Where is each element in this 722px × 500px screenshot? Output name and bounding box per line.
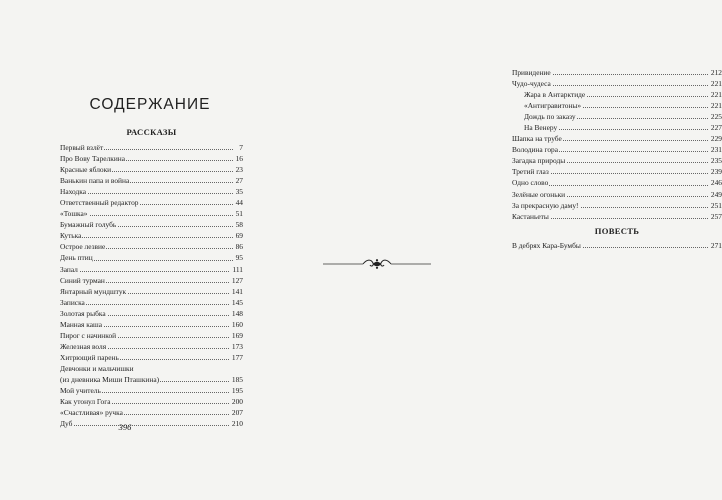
toc-entry-title: Мой учитель: [60, 386, 101, 396]
toc-entry-title: За прекрасную даму!: [512, 200, 579, 210]
toc-entry[interactable]: [60, 219, 243, 230]
toc-entry-title: Железная воля: [60, 341, 107, 351]
toc-entry-page: 239: [710, 167, 722, 177]
toc-entry-page: 58: [235, 220, 243, 230]
toc-entry-title: Чудо-чудеса: [512, 79, 551, 89]
toc-entry[interactable]: [60, 252, 243, 263]
toc-entry[interactable]: [60, 175, 243, 186]
toc-entry-title: Находка: [60, 187, 87, 197]
toc-entry-title: (из дневника Миши Пташкина): [60, 374, 160, 384]
toc-entry-title: Привидение: [512, 68, 551, 77]
toc-entry-title: Хитрющий парень: [60, 352, 119, 362]
toc-entry-page: 35: [235, 187, 243, 197]
toc-entry[interactable]: [60, 275, 243, 286]
toc-entry-title: Острое лезвие: [60, 242, 106, 252]
toc-entry-page: 141: [231, 286, 243, 296]
toc-entry-title: Пирог с начинкой: [60, 330, 117, 340]
toc-entry-title: Загадка природы: [512, 156, 566, 166]
toc-entry-page: 225: [710, 112, 722, 122]
toc-entry-title: Шапка на трубе: [512, 134, 562, 144]
toc-entry[interactable]: [512, 89, 722, 100]
toc-entry[interactable]: [512, 78, 722, 89]
toc-entry[interactable]: [512, 144, 722, 155]
toc-entry[interactable]: [60, 286, 243, 297]
toc-entry-title: Записка: [60, 297, 85, 307]
toc-entry-page: 221: [710, 101, 722, 111]
toc-entry-title: День птиц: [60, 253, 93, 263]
toc-entry-title: Запал: [60, 264, 78, 274]
toc-entry[interactable]: [60, 142, 243, 153]
toc-entry-title: Дождь по заказу: [512, 112, 577, 121]
toc-entry-page: 235: [710, 156, 722, 166]
toc-entry-page: 69: [235, 231, 243, 241]
toc-entry-title: Бумажный голубь: [60, 220, 117, 230]
toc-entry[interactable]: [60, 341, 243, 352]
toc-entry[interactable]: [60, 153, 243, 164]
toc-entry[interactable]: [512, 166, 722, 177]
toc-entry-page: 27: [235, 176, 243, 186]
toc-entry-title: Кастаньеты: [512, 211, 549, 221]
toc-entry-page: 227: [710, 123, 722, 133]
toc-entry[interactable]: [60, 308, 243, 319]
toc-entry-title: Как утонул Гога: [60, 397, 111, 407]
toc-list-novella: [512, 240, 722, 251]
toc-entry-page: 145: [231, 297, 243, 307]
toc-entry-page: 127: [231, 275, 243, 285]
toc-entry[interactable]: [60, 230, 243, 241]
toc-entry[interactable]: [512, 155, 722, 166]
toc-entry[interactable]: [60, 385, 243, 396]
toc-entry-title: Дуб: [60, 419, 73, 429]
toc-entry[interactable]: [60, 297, 243, 308]
toc-entry[interactable]: [512, 67, 722, 78]
toc-entry[interactable]: [60, 186, 243, 197]
toc-entry-title: На Венеру: [512, 123, 558, 132]
toc-entry-page: 177: [231, 352, 243, 362]
toc-list-right: [512, 67, 722, 222]
toc-entry-page: 7: [239, 143, 243, 152]
toc-entry-page: 207: [231, 408, 243, 418]
right-page: [250, 0, 722, 500]
toc-entry-page: 44: [235, 198, 243, 208]
toc-entry-page: 185: [231, 374, 243, 384]
toc-entry-page: 51: [235, 209, 243, 219]
section-heading-novella: ПОВЕСТЬ: [594, 226, 640, 236]
toc-entry-page: 86: [235, 242, 243, 252]
toc-entry-page: 210: [231, 419, 243, 429]
toc-entry-page: 148: [231, 308, 243, 318]
toc-entry-title: Золотая рыбка: [60, 308, 106, 318]
toc-entry[interactable]: [512, 100, 722, 111]
toc-entry-page: 160: [231, 319, 243, 329]
toc-entry-title: «Счастливая» ручка: [60, 408, 123, 418]
toc-entry-page: 200: [231, 397, 243, 407]
toc-entry-title: Третий глаз: [512, 167, 549, 177]
page-title: СОДЕРЖАНИЕ: [89, 96, 211, 113]
toc-entry-title: Одно слово: [512, 178, 549, 188]
toc-entry[interactable]: [60, 208, 243, 219]
toc-entry[interactable]: [60, 352, 243, 363]
toc-entry[interactable]: [60, 241, 243, 252]
toc-entry[interactable]: [60, 407, 243, 418]
toc-entry[interactable]: [60, 396, 243, 407]
decorative-flourish-icon: [323, 258, 431, 270]
toc-entry[interactable]: [60, 363, 243, 374]
toc-entry-page: 257: [710, 211, 722, 221]
toc-entry-page: 195: [231, 386, 243, 396]
toc-entry-title: Зелёные огоньки: [512, 189, 566, 199]
toc-entry-title: В дебрях Кара-Бумбы: [512, 241, 581, 250]
toc-entry-page: 95: [235, 253, 243, 263]
toc-entry-page: 221: [710, 79, 722, 89]
toc-entry-page: 169: [231, 330, 243, 340]
left-page: [0, 0, 250, 500]
section-heading-stories: РАССКАЗЫ: [126, 127, 177, 137]
toc-entry[interactable]: [512, 122, 722, 133]
toc-entry-title: Первый взлёт: [60, 143, 104, 152]
toc-entry-page: 212: [710, 68, 722, 77]
toc-entry[interactable]: [512, 133, 722, 144]
toc-entry-page: 221: [710, 90, 722, 100]
toc-entry-page: 16: [235, 154, 243, 164]
toc-entry-title: «Антигравитоны»: [512, 101, 582, 110]
toc-entry-page: 231: [710, 145, 722, 155]
toc-entry-title: Красные яблоки: [60, 165, 112, 175]
toc-entry-title: «Тошка»: [60, 209, 88, 219]
toc-entry-page: 251: [710, 200, 722, 210]
toc-entry[interactable]: [60, 319, 243, 330]
toc-entry-title: Девчонки и мальчишки: [60, 363, 134, 373]
toc-entry[interactable]: [512, 240, 722, 251]
toc-entry-title: Манная каша: [60, 319, 103, 329]
toc-list-left: [60, 142, 243, 429]
toc-entry-title: Володина гора: [512, 145, 559, 155]
toc-entry-page: 246: [710, 178, 722, 188]
toc-entry[interactable]: [512, 111, 722, 122]
toc-entry[interactable]: [60, 197, 243, 208]
page-number: 396: [118, 422, 132, 432]
toc-entry[interactable]: [60, 330, 243, 341]
toc-entry-page: 249: [710, 189, 722, 199]
toc-entry[interactable]: [512, 211, 722, 222]
toc-entry[interactable]: [60, 164, 243, 175]
toc-entry-title: Янтарный мундштук: [60, 286, 127, 296]
toc-entry[interactable]: [512, 189, 722, 200]
toc-entry-title: Про Вову Тарелкина: [60, 154, 126, 164]
toc-entry-page: 229: [710, 134, 722, 144]
toc-entry-page: 111: [232, 264, 243, 274]
toc-entry-page: 271: [710, 241, 722, 250]
toc-entry-title: Синий турман: [60, 275, 105, 285]
toc-entry-title: Кутька: [60, 231, 82, 241]
toc-entry[interactable]: [512, 177, 722, 188]
toc-entry-page: 173: [231, 341, 243, 351]
toc-entry[interactable]: [512, 200, 722, 211]
toc-entry[interactable]: [60, 374, 243, 385]
toc-entry-title: Ответственный редактор: [60, 198, 139, 208]
toc-entry[interactable]: [60, 264, 243, 275]
toc-entry-page: 23: [235, 165, 243, 175]
toc-entry-title: Ванькин папа и война: [60, 176, 130, 186]
toc-entry-title: Жара в Антарктиде: [512, 90, 586, 99]
